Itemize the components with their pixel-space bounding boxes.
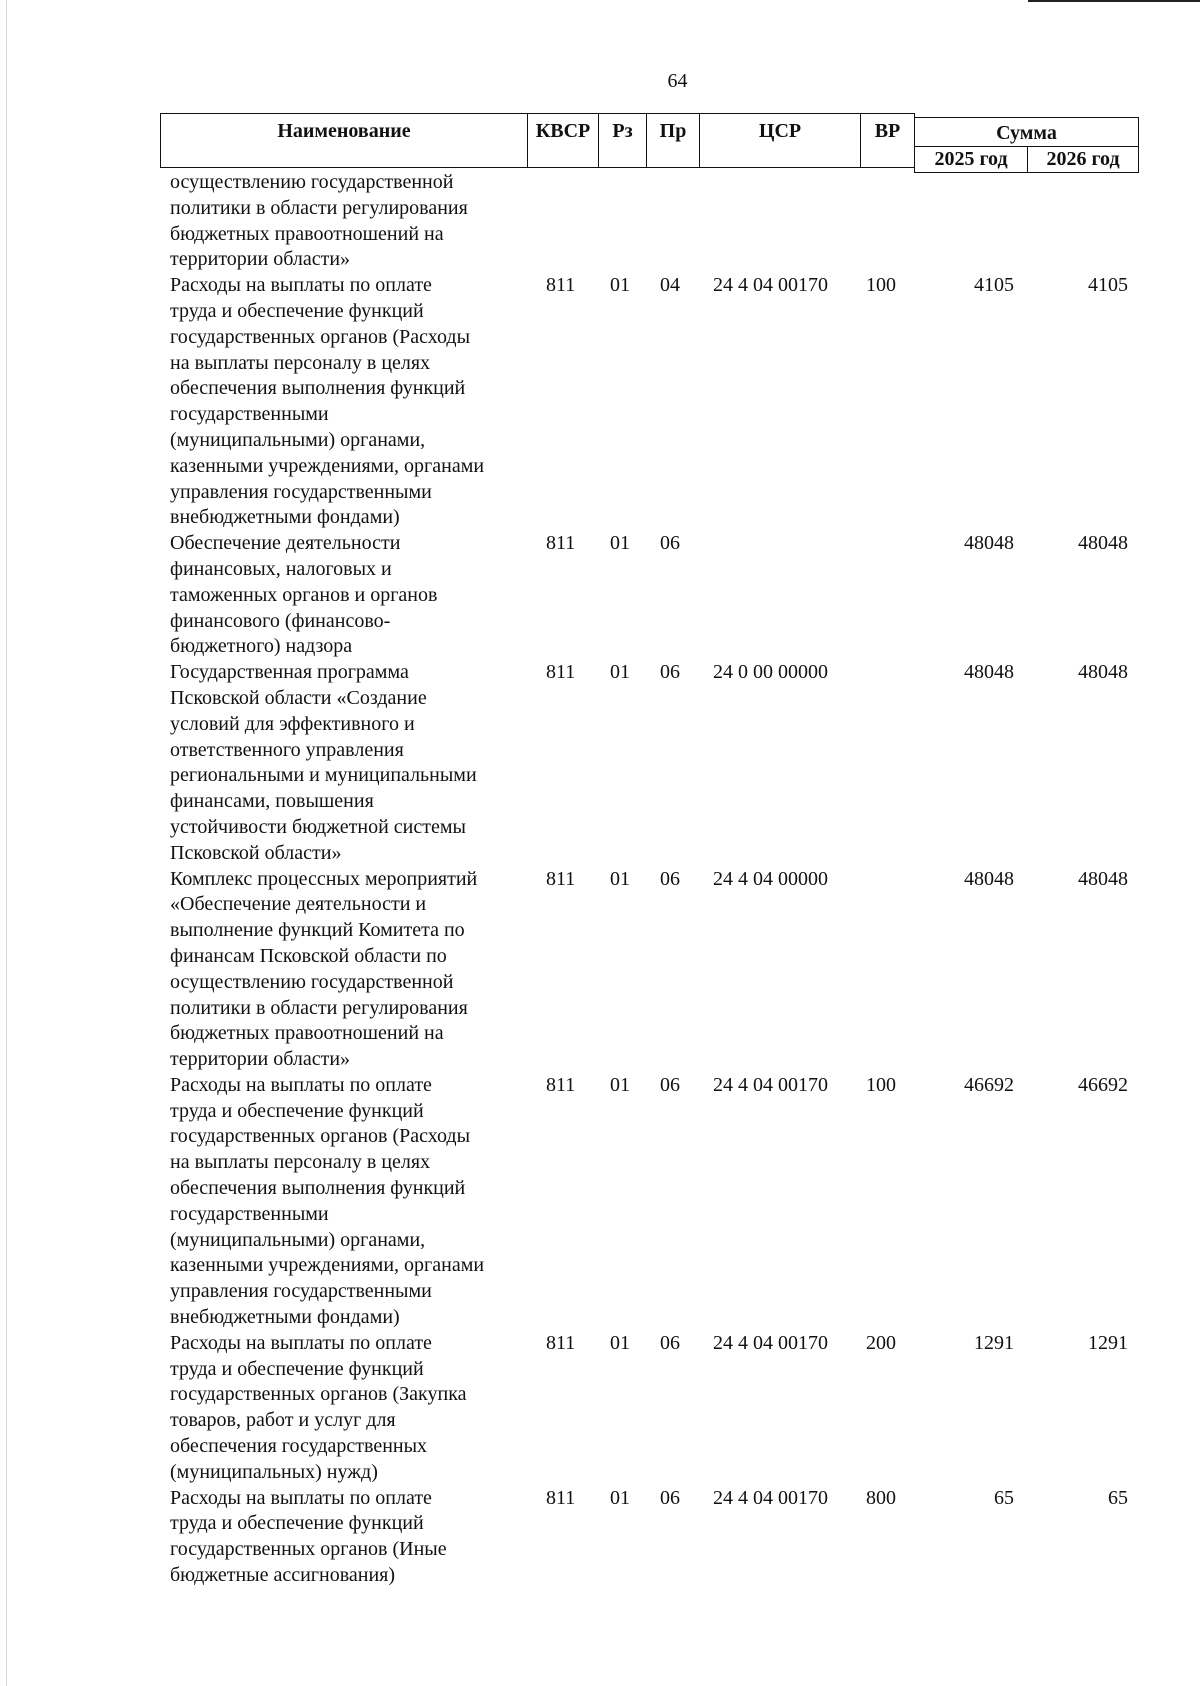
row-sum-2026: 48048 xyxy=(1078,867,1128,890)
row-kvsr: 811 xyxy=(546,274,576,297)
row-sum-2025: 65 xyxy=(994,1486,1014,1509)
row-pr: 04 xyxy=(660,274,680,297)
row-sum-2025: 46692 xyxy=(964,1073,1014,1096)
table-header xyxy=(0,0,1200,180)
header-name: Наименование xyxy=(160,113,528,168)
header-sum: Сумма xyxy=(914,117,1139,147)
row-csr: 24 4 04 00170 xyxy=(713,1073,828,1096)
row-rz: 01 xyxy=(610,1073,630,1096)
row-rz: 01 xyxy=(610,661,630,684)
header-kvsr: КВСР xyxy=(527,113,599,168)
row-name: Расходы на выплаты по оплате труда и обеспечение функций государственных органов (Иные бюджетные ассигнования) xyxy=(170,1486,447,1587)
page-number: 64 xyxy=(667,70,688,92)
row-pr: 06 xyxy=(660,1073,680,1096)
row-kvsr: 811 xyxy=(546,1331,576,1354)
table-row xyxy=(0,1331,1200,1486)
header-vr: ВР xyxy=(860,113,915,168)
table-row xyxy=(0,867,1200,1073)
row-name: Комплекс процессных мероприятий «Обеспечение деятельности и выполнение функций Комитета по финансам Псковской области по осуществлению государственной политики в области регулирования бюджетных правоотношений на территории области» xyxy=(170,867,478,1071)
row-rz: 01 xyxy=(610,867,630,890)
row-vr: 200 xyxy=(866,1331,896,1354)
row-name: Обеспечение деятельности финансовых, налоговых и таможенных органов и органов финансового (финансово- бюджетного) надзора xyxy=(170,532,438,658)
row-kvsr: 811 xyxy=(546,661,576,684)
row-sum-2026: 1291 xyxy=(1088,1331,1128,1354)
table-row xyxy=(0,531,1200,660)
table-row xyxy=(0,170,1200,273)
row-name: Государственная программа Псковской области «Создание условий для эффективного и ответственного управления региональными и муниципальными финансами, повышения устойчивости бюджетной системы Псковской области» xyxy=(170,661,477,864)
row-vr: 800 xyxy=(866,1486,896,1509)
table-body xyxy=(0,170,1200,1589)
row-kvsr: 811 xyxy=(546,1486,576,1509)
row-sum-2026: 48048 xyxy=(1078,532,1128,555)
row-sum-2025: 4105 xyxy=(974,274,1014,297)
row-sum-2025: 1291 xyxy=(974,1331,1014,1354)
row-sum-2026: 4105 xyxy=(1088,274,1128,297)
row-name: Расходы на выплаты по оплате труда и обеспечение функций государственных органов (Расходы на выплаты персоналу в целях обеспечения выполнения функций государственными (муниципальными) органами, казенными учреждениями, органами управления государственными внебюджетными фондами) xyxy=(170,274,485,529)
row-pr: 06 xyxy=(660,532,680,555)
row-sum-2026: 48048 xyxy=(1078,661,1128,684)
row-rz: 01 xyxy=(610,1331,630,1354)
row-csr: 24 4 04 00170 xyxy=(713,1331,828,1354)
table-row xyxy=(0,1486,1200,1589)
row-pr: 06 xyxy=(660,867,680,890)
header-rz: Рз xyxy=(598,113,647,168)
row-csr: 24 0 00 00000 xyxy=(713,661,828,684)
row-kvsr: 811 xyxy=(546,867,576,890)
row-kvsr: 811 xyxy=(546,1073,576,1096)
row-name: Расходы на выплаты по оплате труда и обеспечение функций государственных органов (Расходы на выплаты персоналу в целях обеспечения выполнения функций государственными (муниципальными) органами, казенными учреждениями, органами управления государственными внебюджетными фондами) xyxy=(170,1073,485,1329)
row-csr: 24 4 04 00170 xyxy=(713,274,828,297)
row-name: Расходы на выплаты по оплате труда и обеспечение функций государственных органов (Закупка товаров, работ и услуг для обеспечения государственных (муниципальных) нужд) xyxy=(170,1331,467,1483)
table-row xyxy=(0,1073,1200,1331)
row-pr: 06 xyxy=(660,1486,680,1509)
row-name: осуществлению государственной политики в области регулирования бюджетных правоотношений на территории области» xyxy=(170,171,468,271)
table-row xyxy=(0,273,1200,531)
row-rz: 01 xyxy=(610,532,630,555)
row-pr: 06 xyxy=(660,1331,680,1354)
table-row xyxy=(0,660,1200,866)
row-pr: 06 xyxy=(660,661,680,684)
row-sum-2026: 46692 xyxy=(1078,1073,1128,1096)
row-sum-2025: 48048 xyxy=(964,532,1014,555)
header-year-2025: 2025 год xyxy=(914,146,1028,173)
row-kvsr: 811 xyxy=(546,532,576,555)
header-csr: ЦСР xyxy=(699,113,861,168)
row-csr: 24 4 04 00170 xyxy=(713,1486,828,1509)
row-vr: 100 xyxy=(866,274,896,297)
row-sum-2025: 48048 xyxy=(964,867,1014,890)
row-rz: 01 xyxy=(610,1486,630,1509)
row-vr: 100 xyxy=(866,1073,896,1096)
row-rz: 01 xyxy=(610,274,630,297)
header-pr: Пр xyxy=(646,113,700,168)
row-sum-2025: 48048 xyxy=(964,661,1014,684)
row-sum-2026: 65 xyxy=(1108,1486,1128,1509)
row-csr: 24 4 04 00000 xyxy=(713,867,828,890)
header-year-2026: 2026 год xyxy=(1027,146,1139,173)
